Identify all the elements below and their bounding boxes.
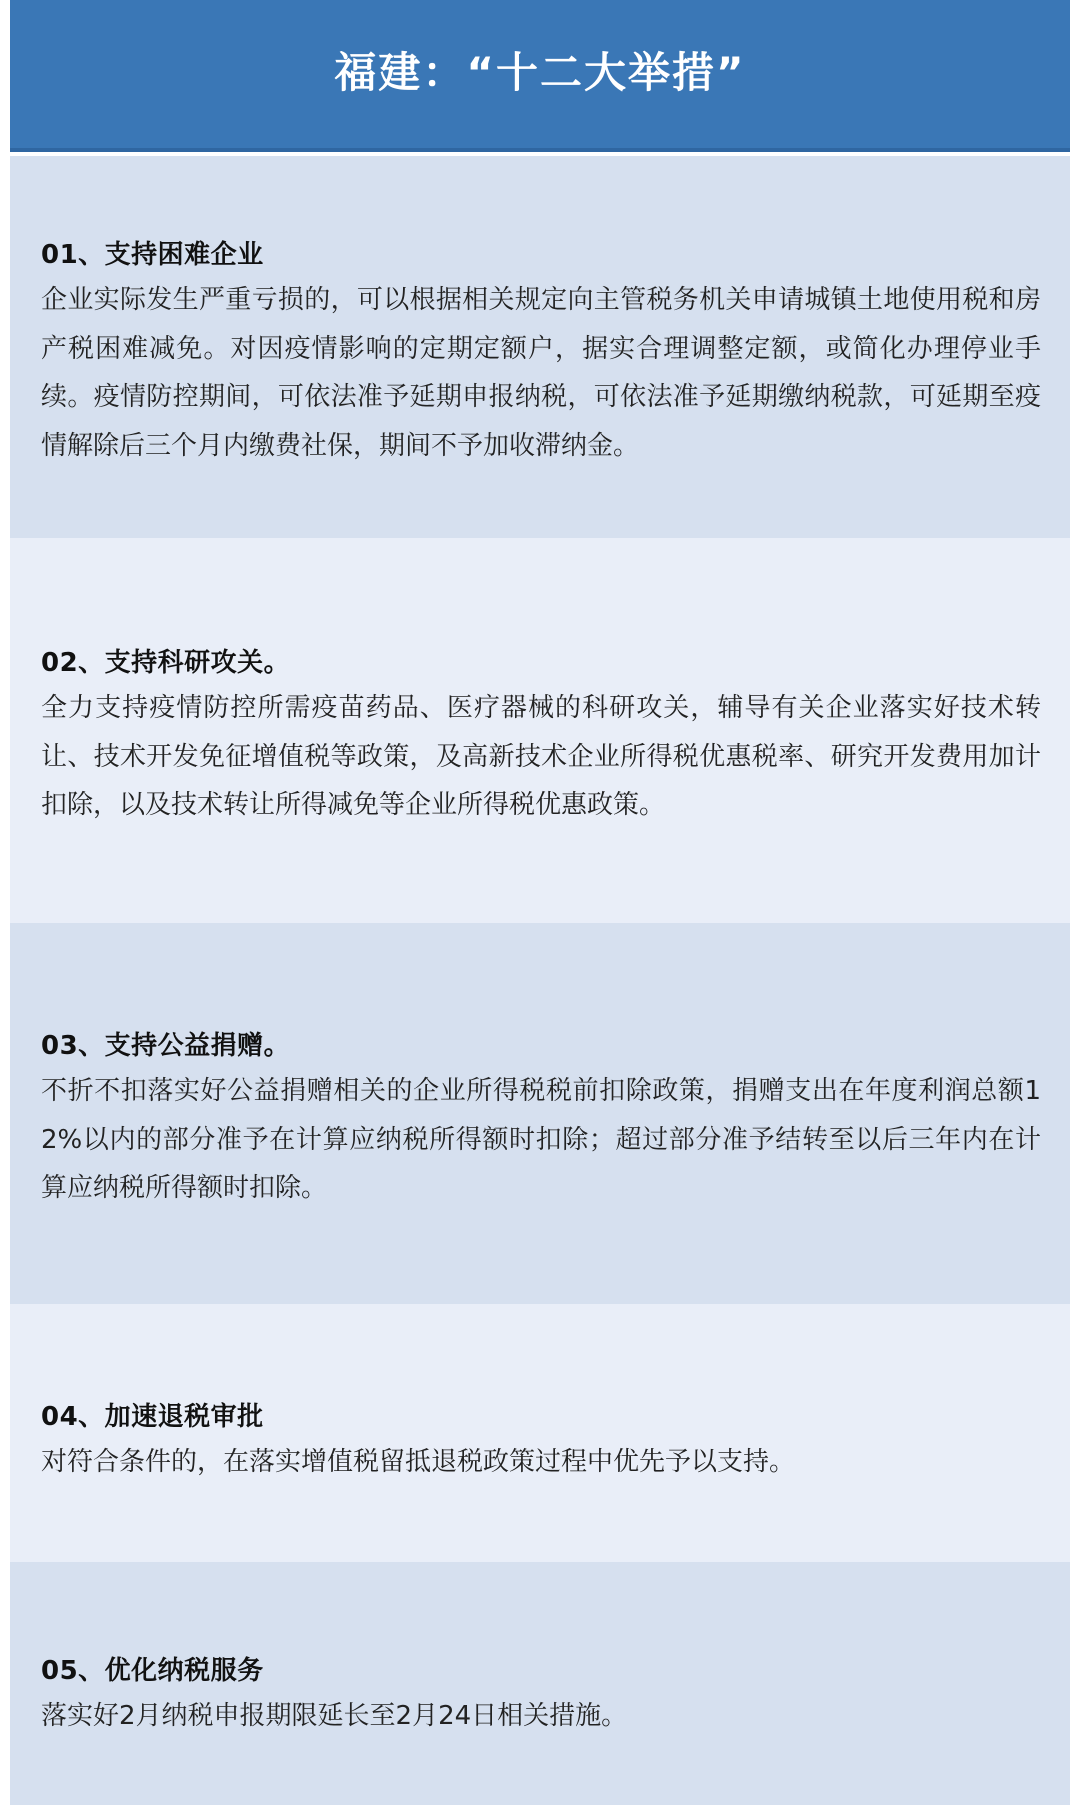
section-title: 05、优化纳税服务: [41, 1656, 264, 1686]
measure-section-05: [10, 1562, 1070, 1805]
section-body: 不折不扣落实好公益捐赠相关的企业所得税税前扣除政策，捐赠支出在年度利润总额12%以内的部分准予在计算应纳税所得额时扣除；超过部分准予结转至以后三年内在计算应纳税所得额时扣除。: [41, 1076, 1041, 1203]
header-banner: [10, 0, 1070, 152]
section-title: 02、支持科研攻关。: [41, 648, 291, 678]
measure-section-04: [10, 1304, 1070, 1562]
section-body: 全力支持疫情防控所需疫苗药品、医疗器械的科研攻关，辅导有关企业落实好技术转让、技术开发免征增值税等政策，及高新技术企业所得税优惠税率、研究开发费用加计扣除，以及技术转让所得减免等企业所得税优惠政策。: [41, 693, 1041, 820]
section-body: 对符合条件的，在落实增值税留抵退税政策过程中优先予以支持。: [41, 1447, 796, 1477]
section-title: 04、加速退税审批: [41, 1402, 264, 1432]
page-title: 福建：“十二大举措”: [334, 48, 746, 97]
section-title: 01、支持困难企业: [41, 240, 264, 270]
section-title: 03、支持公益捐赠。: [41, 1031, 291, 1061]
measure-section-02: [10, 538, 1070, 923]
measure-section-03: [10, 923, 1070, 1304]
section-body: 落实好2月纳税申报期限延长至2月24日相关措施。: [41, 1701, 628, 1731]
page-frame: [10, 0, 1070, 1805]
section-body: 企业实际发生严重亏损的，可以根据相关规定向主管税务机关申请城镇土地使用税和房产税困难减免。对因疫情影响的定期定额户，据实合理调整定额，或简化办理停业手续。疫情防控期间，可依法准予延期申报纳税，可依法准予延期缴纳税款，可延期至疫情解除后三个月内缴费社保，期间不予加收滞纳金。: [41, 285, 1041, 461]
measure-section-01: [10, 156, 1070, 538]
